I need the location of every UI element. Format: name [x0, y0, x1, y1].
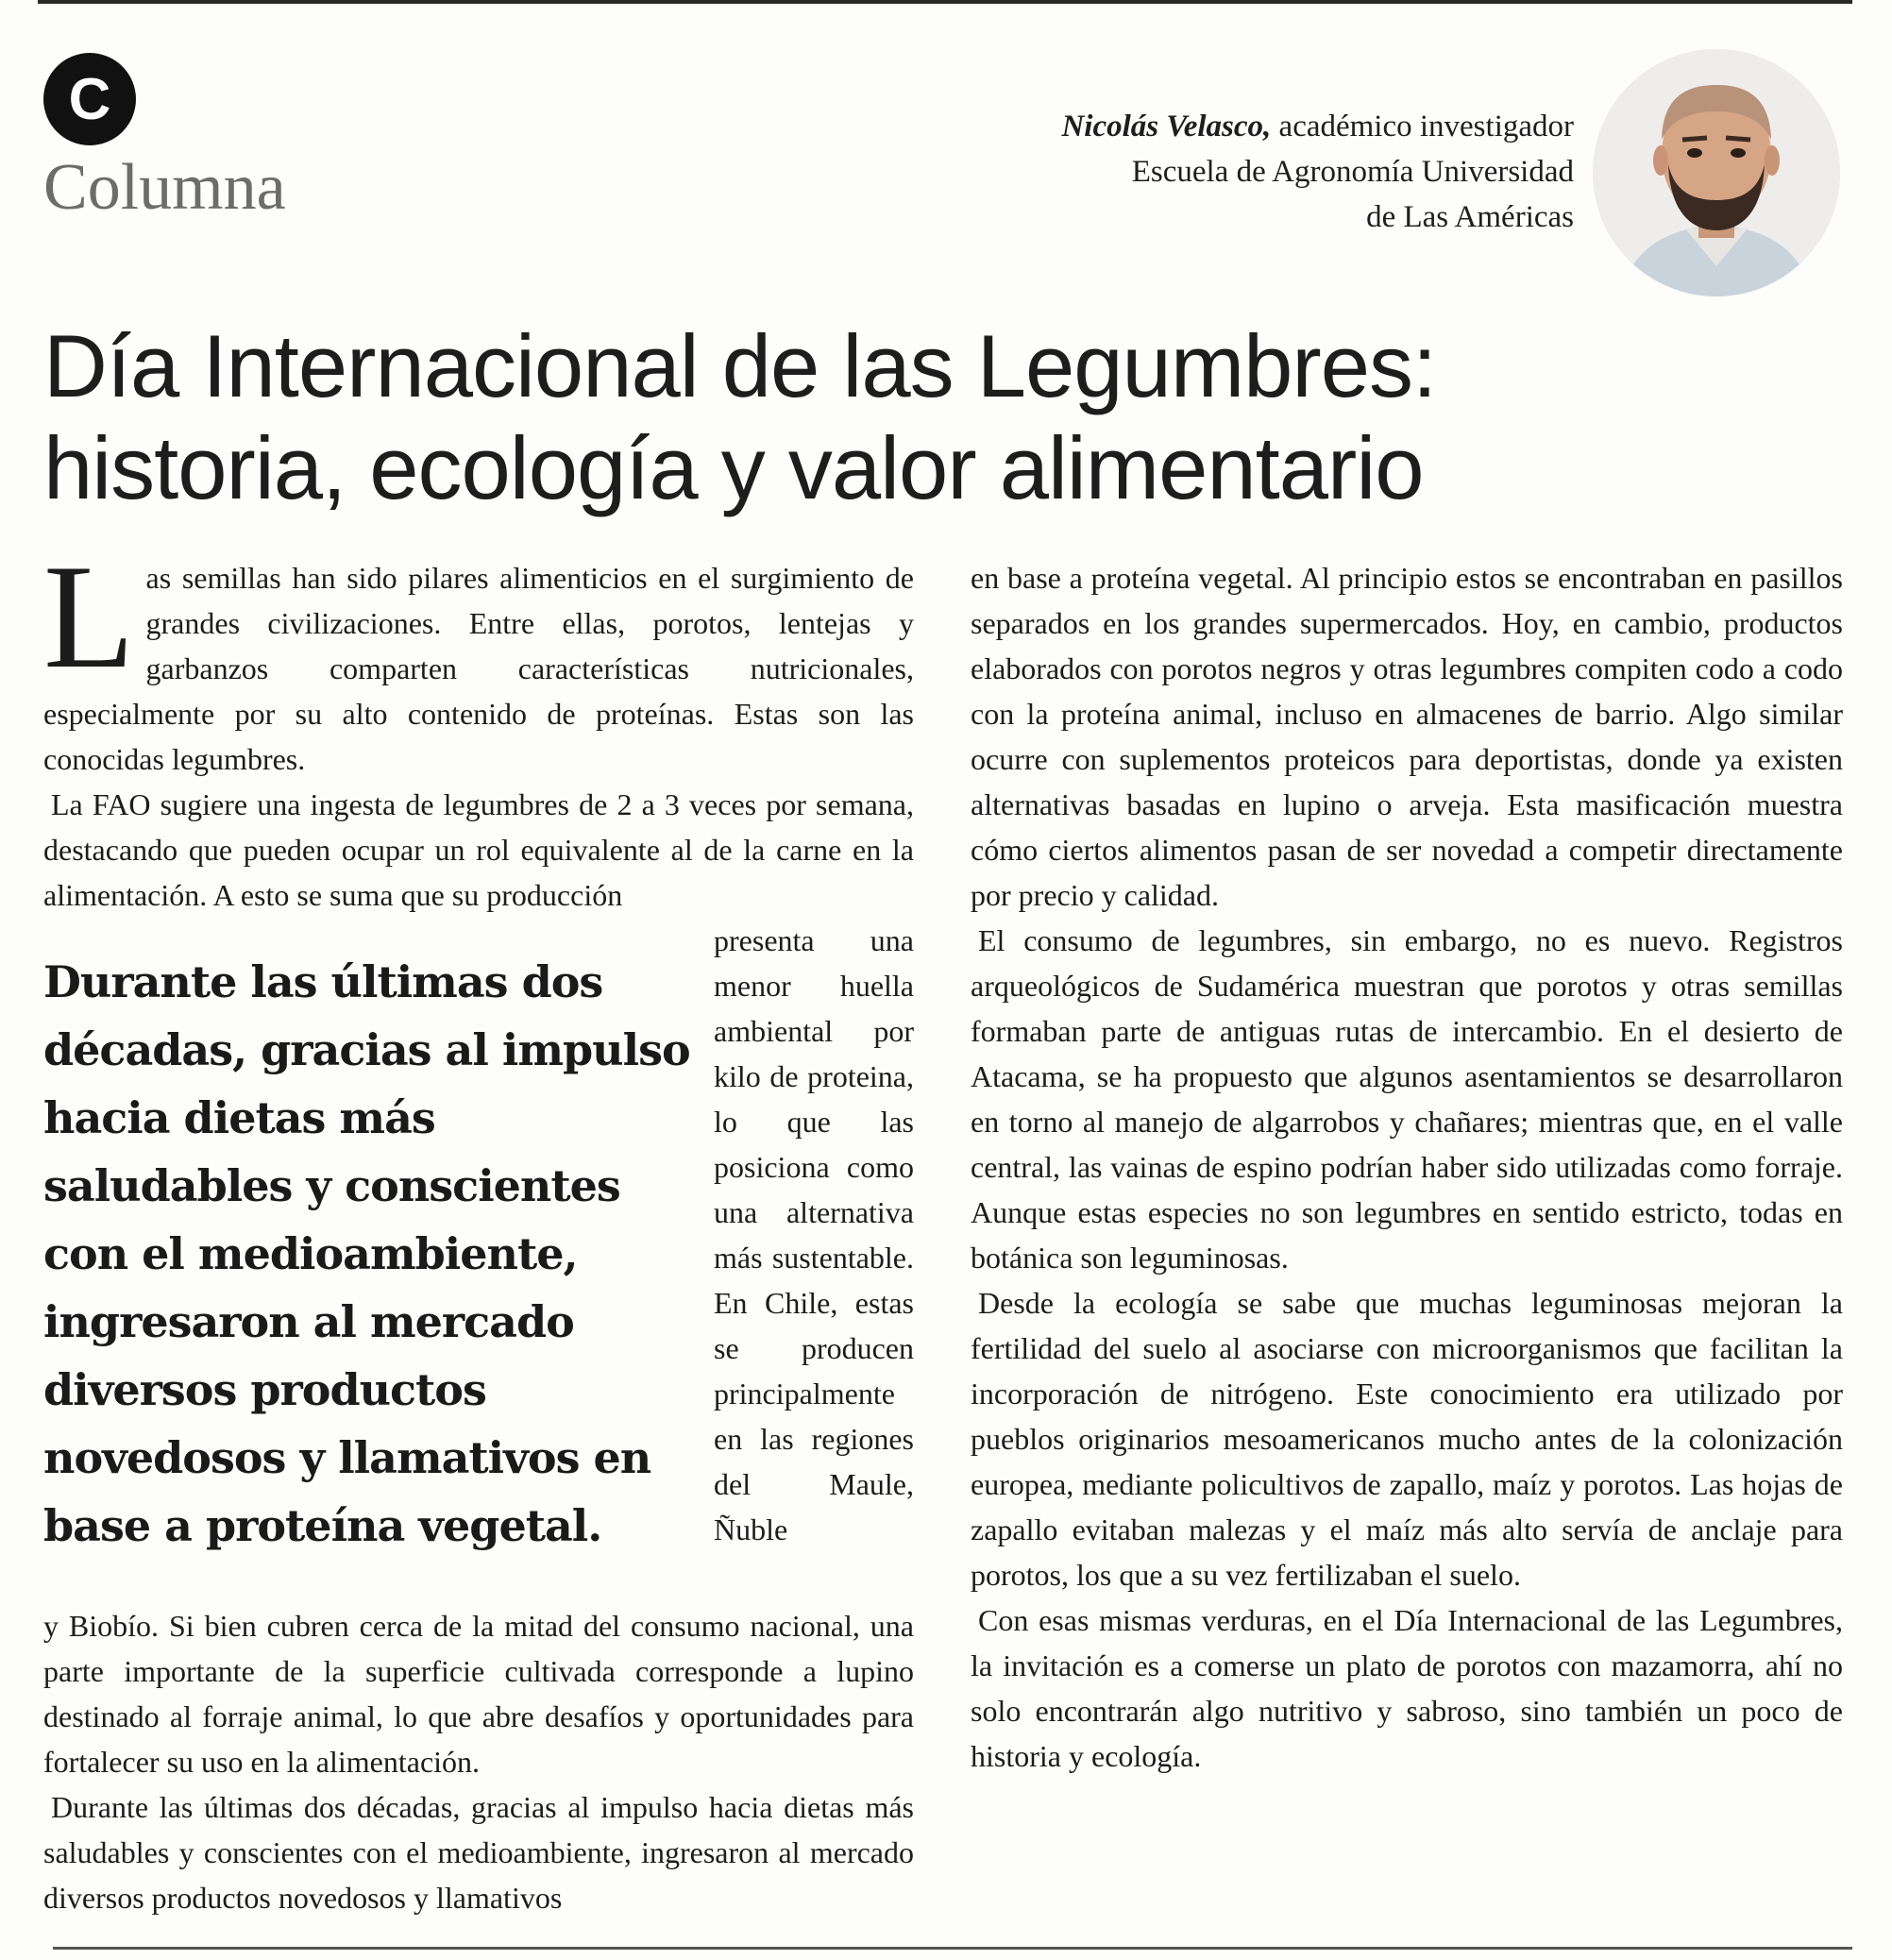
paragraph-2-start: La FAO sugiere una ingesta de legumbres de 2 a 3 veces por semana, destacando que pueden ocupar un rol equivalente al de la carne en la alimentación. A esto se suma que su producción: [43, 787, 914, 912]
paragraph-5: Desde la ecología se sabe que muchas leguminosas mejoran la fertilidad del suelo al asociarse con microorganismos que facilitan la incorporación de nitrógeno. Este conocimiento era utilizado por pueblos originarios mesoamericanos mucho antes de la colonización europea, mediante policultivos de zapallo, maíz y porotos. Las hojas de zapallo evitaban malezas y el maíz más alto servía de anclaje para porotos, los que a su vez fertilizaban el suelo.: [971, 1286, 1843, 1592]
byline: [819, 104, 1574, 240]
headline-line1: Día Internacional de las Legumbres:: [43, 316, 1437, 415]
author-role: académico investigador: [1271, 110, 1574, 144]
paragraph-1: [43, 534, 914, 782]
section-label: Columna: [43, 151, 286, 224]
byline-line1: [819, 104, 1574, 149]
paragraph-2-middle: presenta una menor huella ambiental por kilo de proteina, lo que las posiciona como una alternativa más sustentable. En Chile, estas se producen principalmente en las regiones del Maule, Ñuble: [714, 923, 914, 1546]
author-portrait-icon: [1593, 49, 1840, 296]
pullquote: Durante las últimas dos décadas, gracias al impulso hacia dietas más saludables y conscientes con el medioambiente, ingresaron al mercado diversos productos novedosos y llamativos en base a proteína vegetal.: [43, 956, 690, 1551]
paragraph-3-start: Durante las últimas dos décadas, gracias al impulso hacia dietas más saludables y conscientes con el medioambiente, ingresaron al mercado diversos productos novedosos y llamativos: [43, 1790, 914, 1915]
dropcap: L: [43, 534, 135, 700]
author-photo: [1593, 49, 1840, 296]
paragraph-2-end: y Biobío. Si bien cubren cerca de la mitad del consumo nacional, una parte importante de la superficie cultivada corresponde a lupino destinado al forraje animal, lo que abre desafíos y oportunidades para fortalecer su uso en la alimentación.: [43, 1609, 914, 1779]
paragraph-1-text: as semillas han sido pilares alimenticios en el surgimiento de grandes civilizaciones. Entre ellas, porotos, lentejas y garbanzos comparten características nutricionales, especialmente por su alto contenido de proteínas. Estas son las conocidas legumbres.: [43, 561, 914, 776]
paragraph-6: Con esas mismas verduras, en el Día Internacional de las Legumbres, la invitación es a comerse un plato de porotos con mazamorra, ahí no solo encontrarán algo nutritivo y sabroso, sino también un poco de historia y ecología.: [971, 1603, 1843, 1773]
author-institution-line1: Escuela de Agronomía Universidad: [1131, 155, 1574, 189]
author-name: Nicolás Velasco,: [1061, 110, 1272, 144]
section-badge: C: [43, 53, 136, 145]
bottom-rule: [53, 1947, 1852, 1950]
headline: [43, 315, 1648, 519]
column-left-top: [43, 534, 914, 918]
column-left-bottom: [43, 1603, 914, 1920]
headline-line2: historia, ecología y valor alimentario: [43, 418, 1424, 517]
paragraph-4: El consumo de legumbres, sin embargo, no es nuevo. Registros arqueológicos de Sudamérica muestran que porotos y otras semillas formaban parte de antiguas rutas de intercambio. En el desierto de Atacama, se ha propuesto que algunos asentamientos se desarrollaron en torno al manejo de algarrobos y chañares; mientras que, en el valle central, las vainas de espino podrían haber sido utilizadas como forraje. Aunque estas especies no son legumbres en sentido estricto, todas en botánica son leguminosas.: [971, 923, 1843, 1275]
column-right: [971, 555, 1843, 1779]
paragraph-3-continued: en base a proteína vegetal. Al principio estos se encontraban en pasillos separados en los grandes supermercados. Hoy, en cambio, productos elaborados con porotos negros y otras legumbres compiten codo a codo con la proteína animal, incluso en almacenes de barrio. Algo similar ocurre con suplementos proteicos para deportistas, donde ya existen alternativas basadas en lupino o arveja. Esta masificación muestra cómo ciertos alimentos pasan de ser novedad a competir directamente por precio y calidad.: [971, 561, 1843, 912]
top-rule: [38, 0, 1852, 4]
author-institution-line2: de Las Américas: [1366, 200, 1574, 234]
